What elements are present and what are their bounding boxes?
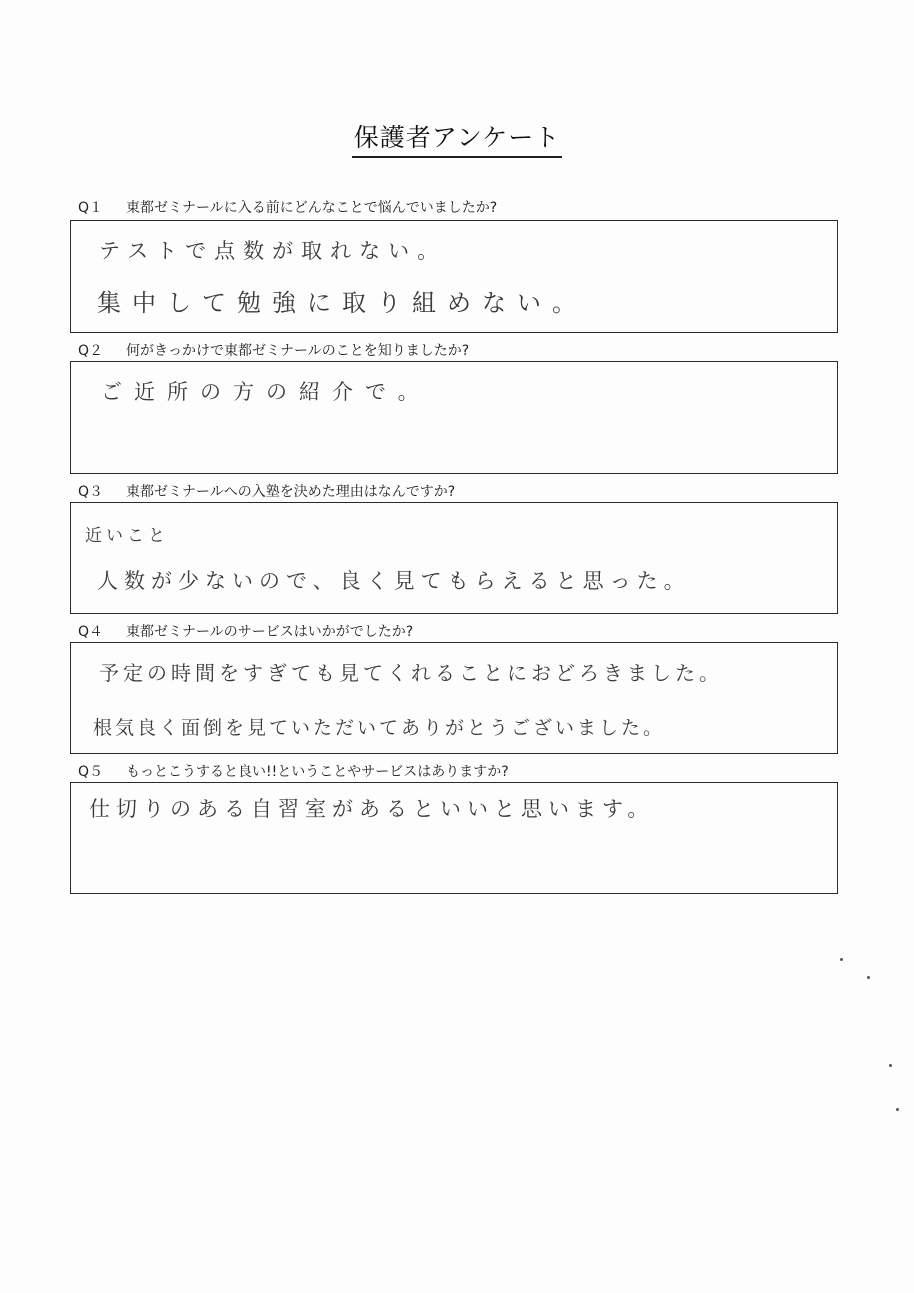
answer-1-line-1: テストで点数が取れない。	[99, 239, 447, 263]
question-5	[78, 761, 509, 781]
answer-3-line-2: 人数が少ないので、良く見てもらえると思った。	[97, 569, 691, 593]
question-3	[78, 481, 455, 501]
question-2	[78, 340, 469, 360]
question-1-number: Q１	[78, 200, 104, 216]
answer-box-5	[70, 782, 838, 894]
question-3-number: Q３	[78, 484, 104, 500]
question-2-text: 何がきっかけで東都ゼミナールのことを知りましたか?	[126, 343, 470, 359]
answer-box-1	[70, 220, 838, 333]
question-2-number: Q２	[78, 343, 104, 359]
question-5-number: Q５	[78, 764, 104, 780]
answer-3-line-1: 近いこと	[85, 526, 169, 546]
question-1-text: 東都ゼミナールに入る前にどんなことで悩んでいましたか?	[126, 200, 498, 216]
scan-speck	[867, 976, 870, 979]
page-title	[0, 118, 914, 158]
answer-5-line-1: 仕切りのある自習室があるといいと思います。	[89, 797, 655, 821]
question-1	[78, 197, 497, 217]
question-4	[78, 621, 413, 641]
answer-4-line-2: 根気良く面倒を見ていただいてありがとうございました。	[93, 717, 666, 739]
answer-box-3	[70, 502, 838, 614]
answer-1-line-2: 集中して勉強に取り組めない。	[97, 289, 587, 317]
answer-2-line-1: ご近所の方の紹介で。	[101, 380, 431, 404]
scan-speck	[896, 1108, 899, 1111]
question-4-text: 東都ゼミナールのサービスはいかがでしたか?	[126, 624, 414, 640]
question-4-number: Q４	[78, 624, 104, 640]
scan-speck	[889, 1064, 892, 1067]
scan-speck	[840, 958, 843, 961]
page-title-text: 保護者アンケート	[352, 118, 563, 158]
question-3-text: 東都ゼミナールへの入塾を決めた理由はなんですか?	[126, 484, 456, 500]
answer-box-4	[70, 642, 838, 754]
answer-4-line-1: 予定の時間をすぎても見てくれることにおどろきました。	[99, 661, 723, 685]
answer-box-2	[70, 361, 838, 474]
question-5-text: もっとこうすると良い!!ということやサービスはありますか?	[126, 764, 509, 780]
